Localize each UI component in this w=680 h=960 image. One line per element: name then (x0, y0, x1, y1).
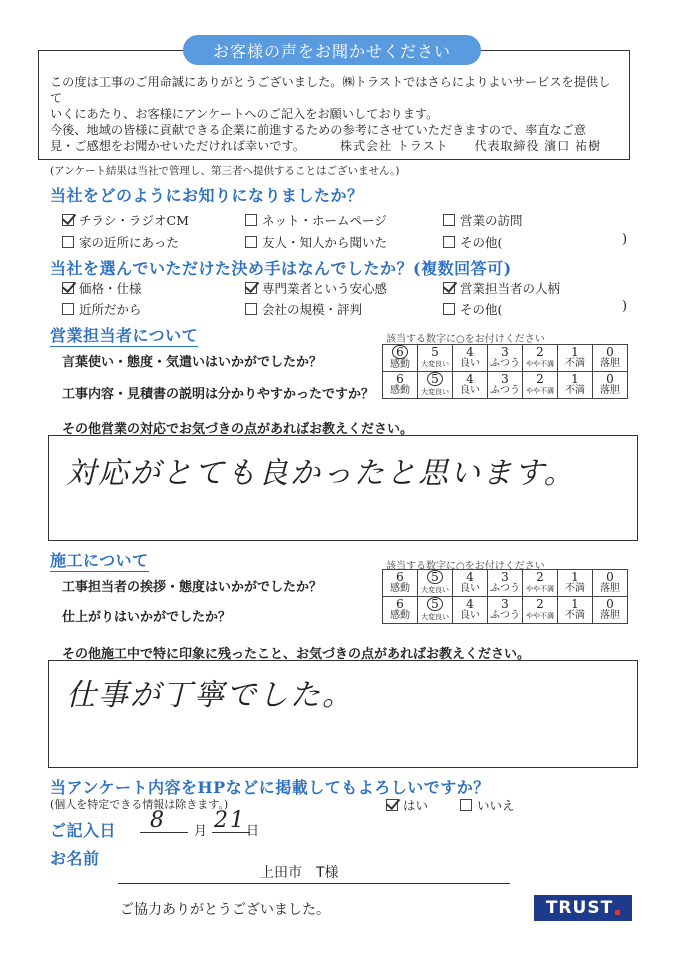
rating-cell[interactable]: 1 不満 (558, 372, 593, 399)
checkbox[interactable] (62, 236, 74, 248)
checkbox[interactable] (245, 236, 257, 248)
sales-comment-prompt: その他営業の対応でお気づきの点があればお教えください。 (62, 422, 414, 437)
checkbox[interactable] (460, 799, 472, 811)
q1-option[interactable]: 営業の訪問 (443, 211, 523, 229)
checkbox-checked[interactable] (62, 214, 74, 226)
q1-option[interactable]: チラシ・ラジオCM (62, 211, 189, 229)
rating-row[interactable] (383, 570, 628, 597)
construction-question-1: 工事担当者の挨拶・態度はいかがでしたか？ (62, 580, 323, 595)
name-value[interactable]: 上田市 T様 (260, 865, 339, 881)
close-paren: ) (622, 299, 628, 314)
rating-cell[interactable]: 2 やや不満 (523, 345, 558, 372)
sales-question-1: 言葉使い・態度・気遣いはいかがでしたか？ (62, 355, 323, 370)
close-paren: ) (622, 232, 628, 247)
construction-question-2: 仕上がりはいかがでしたか？ (62, 610, 232, 625)
rating-cell[interactable]: 5 大変良い (418, 345, 453, 372)
rating-cell[interactable]: 6 感動 (383, 372, 418, 399)
thanks-text: ご協力ありがとうございました。 (120, 902, 330, 918)
q2-option[interactable]: 近所だから (62, 300, 142, 318)
rating-cell[interactable]: 0 落胆 (593, 570, 628, 597)
selected-circle: 5 (427, 597, 443, 611)
publish-yes-option[interactable]: はい (386, 796, 428, 814)
rating-cell[interactable]: 5 大変良い (418, 597, 453, 624)
trust-logo: TRUST (534, 895, 632, 921)
selected-circle: 6 (392, 345, 408, 359)
month-unit: 月 (194, 824, 208, 839)
rating-cell[interactable]: 6 感動 (383, 570, 418, 597)
publish-no-option[interactable]: いいえ (460, 796, 515, 814)
q2-option[interactable]: その他( (443, 300, 502, 318)
date-label: ご記入日 (50, 821, 117, 840)
form-title: お客様の声をお聞かせください (183, 35, 481, 65)
rating-cell[interactable]: 4 良い (453, 345, 488, 372)
construction-comment-text: 仕事が丁寧でした。 (66, 678, 354, 713)
rating-cell[interactable]: 1 不満 (558, 345, 593, 372)
checkbox[interactable] (443, 303, 455, 315)
construction-comment-prompt: その他施工中で特に印象に残ったこと、お気づきの点があればお教えください。 (62, 647, 531, 662)
rating-cell[interactable]: 5 大変良い (418, 372, 453, 399)
rating-cell[interactable]: 5 大変良い (418, 570, 453, 597)
rating-row[interactable] (383, 372, 628, 399)
privacy-note: (アンケート結果は当社で管理し、第三者へ提供することはございません。) (50, 165, 400, 177)
checkbox[interactable] (443, 214, 455, 226)
day-value[interactable]: 21 (214, 808, 246, 833)
construction-rating-table[interactable] (382, 569, 628, 624)
checkbox-checked[interactable] (386, 799, 398, 811)
rating-cell[interactable]: 3 ふつう (488, 597, 523, 624)
checkbox[interactable] (443, 236, 455, 248)
checkbox-checked[interactable] (443, 282, 455, 294)
publish-note: (個人を特定できる情報は除きます。) (50, 798, 229, 811)
selected-circle: 5 (427, 372, 443, 386)
rating-cell[interactable]: 6 感動 (383, 597, 418, 624)
intro-line: この度は工事のご用命誠にありがとうございました。㈱トラストではさらによりよいサービスを提供して (50, 75, 611, 105)
rating-row[interactable] (383, 345, 628, 372)
rating-cell[interactable]: 2 やや不満 (523, 597, 558, 624)
intro-line: 今後、地域の皆様に貢献できる企業に前進するための参考にさせていただきますので、率直なご意 (50, 123, 587, 137)
rating-cell[interactable]: 0 落胆 (593, 345, 628, 372)
rating-cell[interactable]: 0 落胆 (593, 372, 628, 399)
rating-cell[interactable]: 1 不満 (558, 597, 593, 624)
scale-caption: 該当する数字に○をお付けください (386, 561, 545, 572)
name-label: お名前 (50, 849, 100, 868)
rating-cell[interactable]: 3 ふつう (488, 372, 523, 399)
q2-option[interactable]: 営業担当者の人柄 (443, 279, 560, 297)
q1-option[interactable]: 家の近所にあった (62, 233, 179, 251)
checkbox[interactable] (62, 303, 74, 315)
sales-heading: 営業担当者について (50, 323, 198, 347)
rating-cell[interactable]: 1 不満 (558, 570, 593, 597)
name-line (118, 883, 510, 884)
sales-rating-table[interactable] (382, 344, 628, 399)
q2-option[interactable]: 専門業者という安心感 (245, 279, 387, 297)
day-unit: 日 (246, 824, 260, 839)
rating-cell[interactable]: 4 良い (453, 597, 488, 624)
construction-heading: 施工について (50, 548, 149, 572)
checkbox-checked[interactable] (245, 282, 257, 294)
q2-heading: 当社を選んでいただけた決め手はなんでしたか？(複数回答可) (50, 259, 512, 278)
selected-circle: 5 (427, 570, 443, 584)
scale-caption: 該当する数字に○をお付けください (386, 334, 545, 345)
sales-question-2: 工事内容・見積書の説明は分かりやすかったですか？ (62, 387, 375, 402)
checkbox[interactable] (245, 214, 257, 226)
q1-heading: 当社をどのようにお知りになりましたか？ (50, 186, 364, 205)
rating-cell[interactable]: 3 ふつう (488, 345, 523, 372)
rating-cell[interactable]: 2 やや不満 (523, 570, 558, 597)
q2-option[interactable]: 会社の規模・評判 (245, 300, 362, 318)
checkbox[interactable] (245, 303, 257, 315)
month-value[interactable]: 8 (150, 808, 166, 833)
rating-row[interactable] (383, 597, 628, 624)
sales-comment-text: 対応がとても良かったと思います。 (66, 456, 576, 491)
q1-option[interactable]: ネット・ホームページ (245, 211, 387, 229)
checkbox-checked[interactable] (62, 282, 74, 294)
rating-cell[interactable]: 6 感動 (383, 345, 418, 372)
q2-option[interactable]: 価格・仕様 (62, 279, 142, 297)
rating-cell[interactable]: 2 やや不満 (523, 372, 558, 399)
publish-heading: 当アンケート内容をHPなどに掲載してもよろしいですか？ (50, 778, 490, 797)
intro-line: 見・ご感想をお聞かせいただければ幸いです。 (50, 139, 305, 153)
q1-option[interactable]: その他( (443, 233, 502, 251)
company-signature: 株式会社 トラスト 代表取締役 濱口 祐樹 (340, 139, 602, 153)
logo-dot (615, 910, 620, 915)
rating-cell[interactable]: 4 良い (453, 372, 488, 399)
rating-cell[interactable]: 3 ふつう (488, 570, 523, 597)
intro-line: いくにあたり、お客様にアンケートへのご記入をお願いしております。 (50, 107, 439, 121)
q1-option[interactable]: 友人・知人から聞いた (245, 233, 387, 251)
rating-cell[interactable]: 4 良い (453, 570, 488, 597)
rating-cell[interactable]: 0 落胆 (593, 597, 628, 624)
